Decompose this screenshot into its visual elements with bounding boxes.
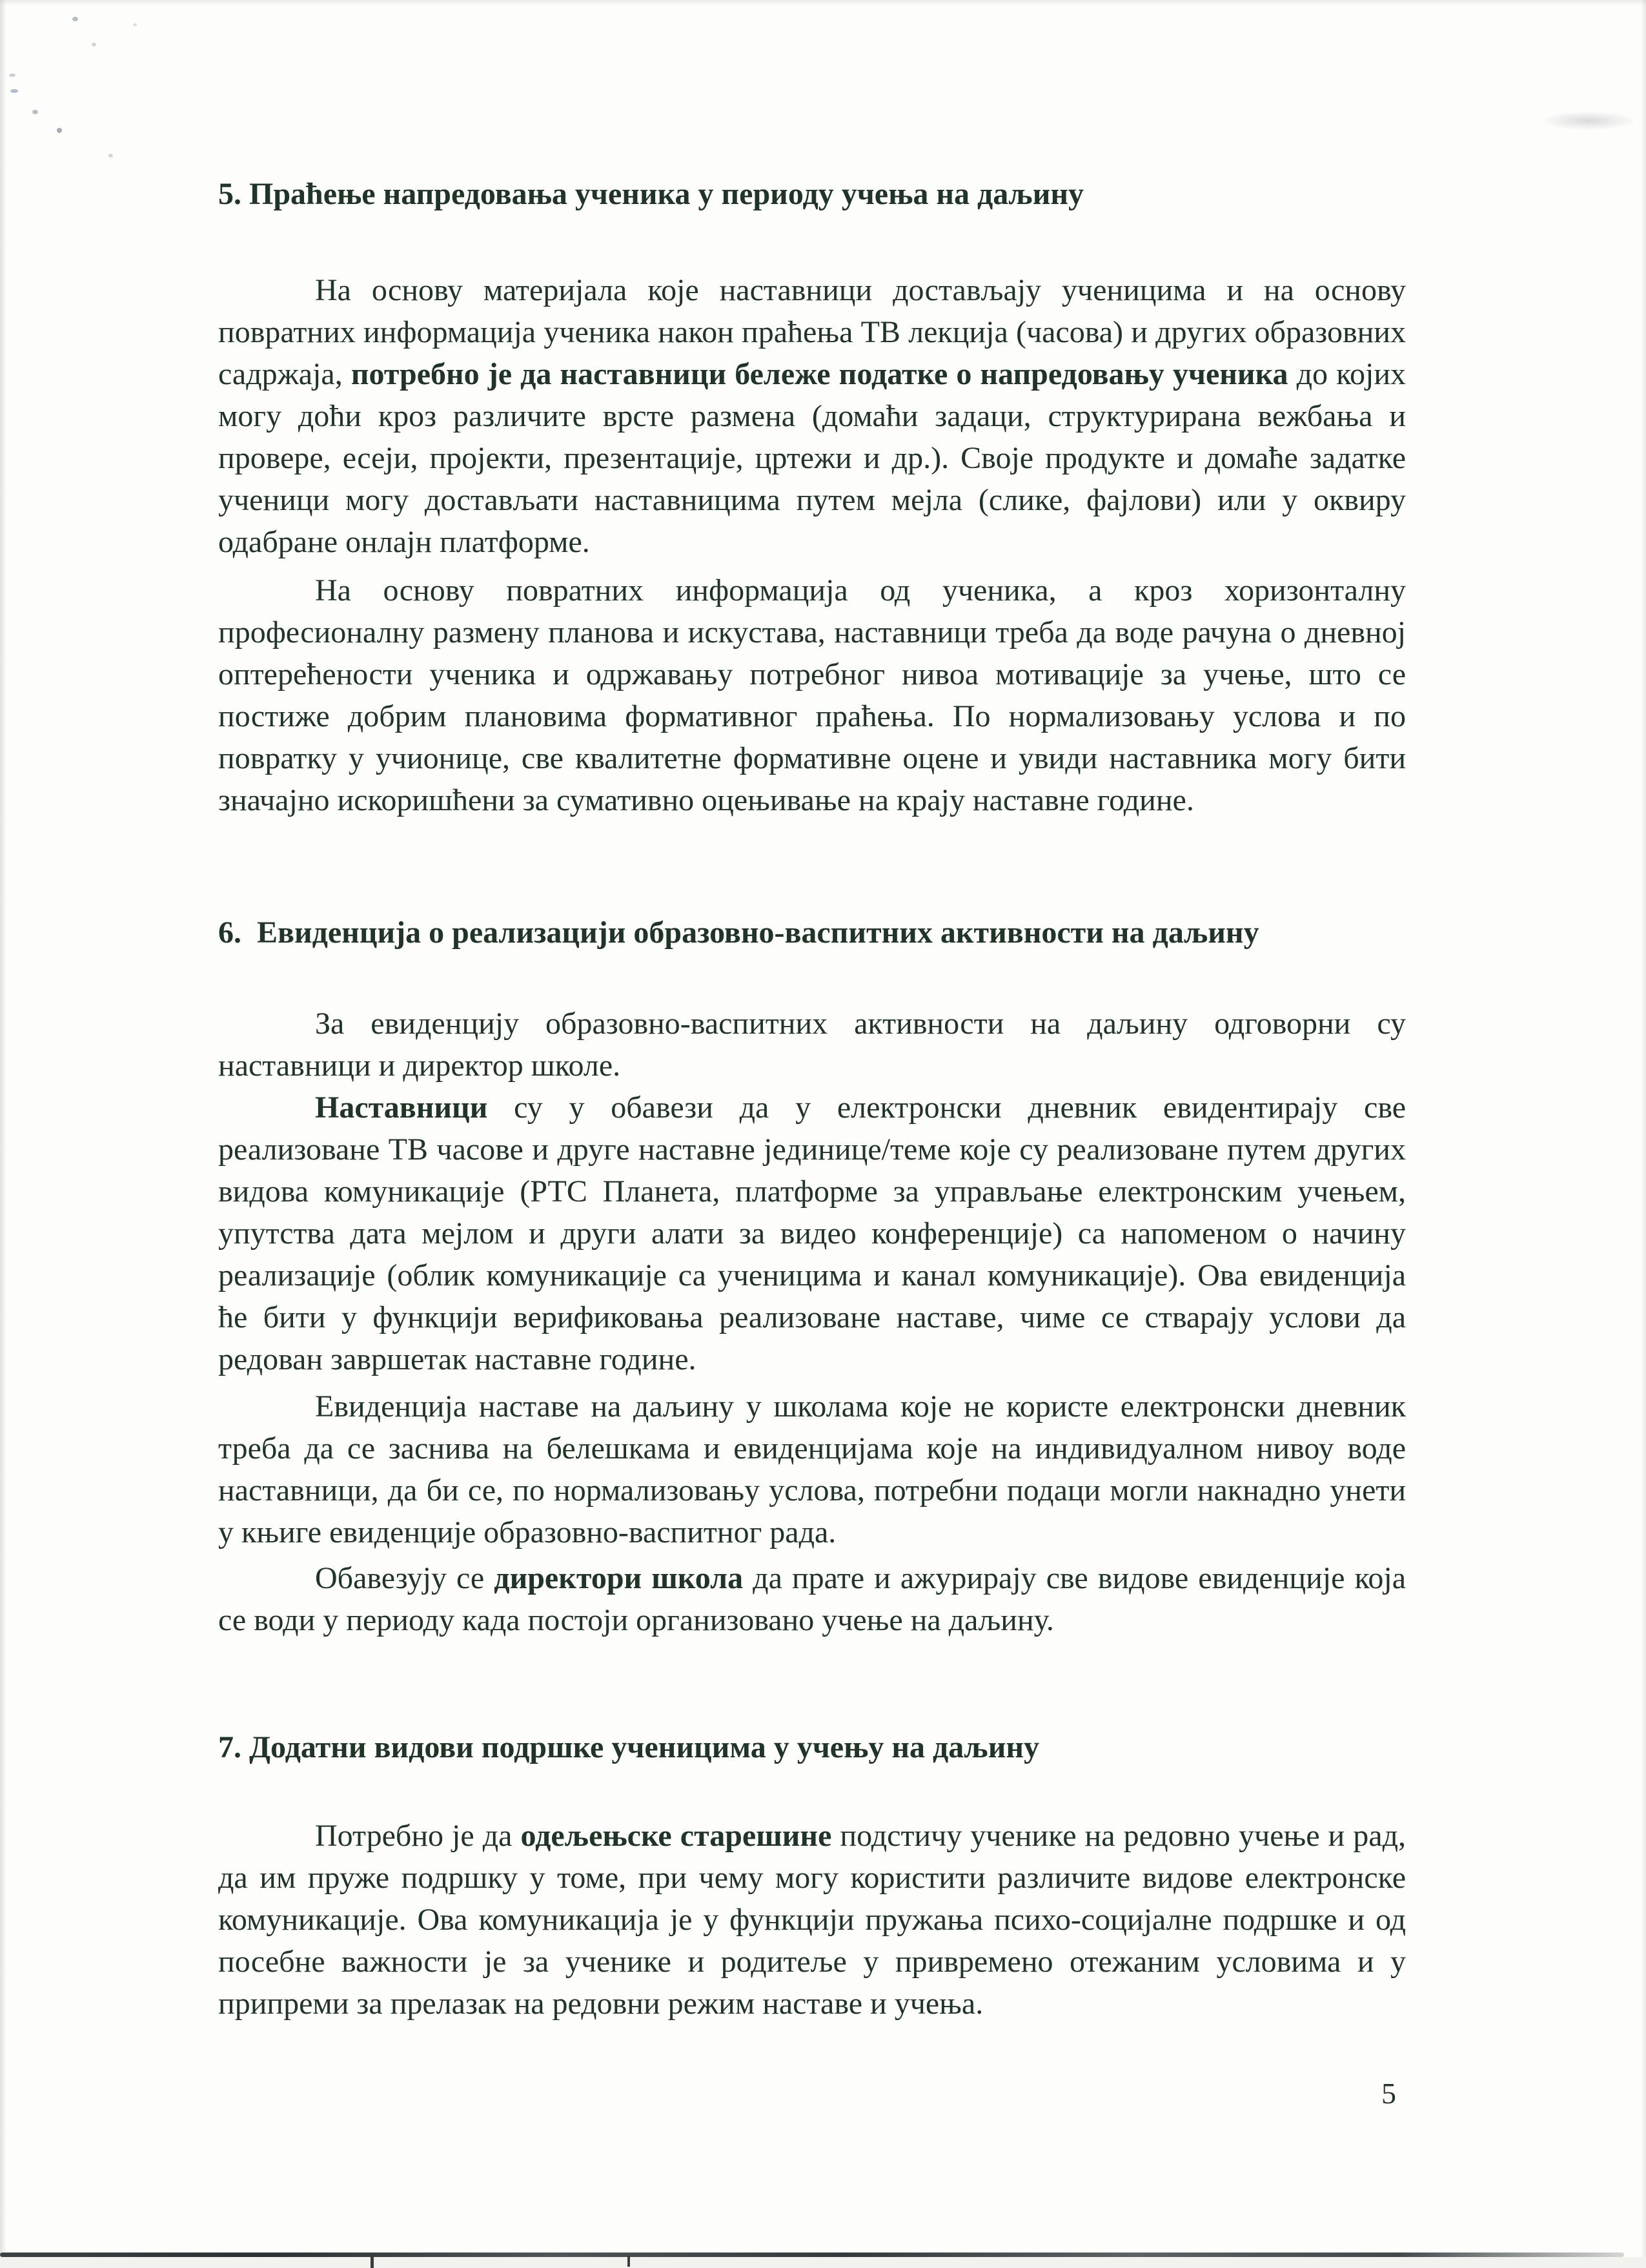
scan-tick <box>371 2256 374 2268</box>
scan-speck <box>133 23 137 26</box>
scan-bottom-margin <box>0 2257 1646 2268</box>
paragraph-text: На основу материјала које наставници достављају ученицима и на основу повратних информација ученика након праћења ТВ лекција (часова) и других образовних садржаја, <box>218 273 1406 391</box>
scan-smudge <box>1540 111 1637 130</box>
scan-edge-shade-top <box>0 0 1646 5</box>
paragraph-text: су у обавези да у електронски дневник евидентирају све реализоване ТВ часове и друге наставне јединице/теме које су реализоване путем других видова комуникације (РТС Планета, платформе за управљање електронским учењем, упутства дата мејлом и други алати за видео конференције) са напоменом о начину реализације (облик комуникације са ученицима и канал комуникације). Ова евиденција ће бити у функцији верификовања реализоване наставе, чиме се стварају услови да редован завршетак наставне године. <box>218 1090 1406 1376</box>
scan-speck <box>92 43 96 46</box>
section-heading-5: 5. Праћење напредовања ученика у периоду учења на даљину <box>218 177 1084 211</box>
scan-edge-shade-right <box>1641 0 1646 2268</box>
scan-speck <box>10 89 18 93</box>
paragraph <box>218 1385 1406 1553</box>
paragraph-text: до којих могу доћи кроз различите врсте размена (домаћи задаци, структурирана вежбања и провере, есеји, пројекти, презентације, цртежи и др.). Своје продукте и домаће задатке ученици могу достављати наставницима путем мејла (слике, фајлови) или у оквиру одабране онлајн платформе. <box>218 357 1407 559</box>
scan-speck <box>32 110 38 114</box>
section-heading-6: 6. Евиденција о реализацији образовно-васпитних активности на даљину <box>218 915 1259 950</box>
paragraph <box>218 1003 1406 1087</box>
bold-emphasis: потребно је да наставници бележе податке о напредовању ученика <box>351 357 1288 391</box>
scan-tick <box>627 2256 630 2267</box>
scan-speck <box>108 154 113 158</box>
paragraph <box>218 1815 1406 2025</box>
scan-bottom-line <box>0 2253 1624 2257</box>
scan-speck <box>57 128 62 133</box>
paragraph-text: да прате и ажурирају све видове евиденције која се води у периоду када постоји организовано учење на даљину. <box>218 1561 1406 1637</box>
paragraph-text: Потребно је да <box>315 1819 521 1853</box>
paragraph-text: Обавезују се <box>315 1561 494 1595</box>
paragraph-text: На основу повратних информација од ученика, а кроз хоризонталну професионалну размену планова и искустава, наставници треба да воде рачуна о дневној оптерећености ученика и одржавању потребног нивоа мотивације за учење, што се постиже добрим плановима формативног праћења. По нормализовању услова и по повратку у учионице, све квалитетне формативне оцене и увиди наставника могу бити значајно искоришћени за сумативно оцењивање на крају наставне године. <box>218 573 1406 817</box>
section-heading-7: 7. Додатни видови подршке ученицима у учењу на даљину <box>218 1730 1040 1764</box>
paragraph <box>218 1087 1406 1380</box>
scan-speck <box>9 74 15 77</box>
bold-emphasis: одељењске старешине <box>520 1819 832 1853</box>
paragraph <box>218 569 1406 821</box>
paragraph-text: За евиденцију образовно-васпитних активности на даљину одговорни су наставници и директор школе. <box>218 1006 1406 1083</box>
page-number: 5 <box>1381 2077 1396 2110</box>
paragraph-text: подстичу ученике на редовно учење и рад, да им пруже подршку у томе, при чему могу користити различите видове електронске комуникације. Ова комуникација је у функцији пружања психо-социјалне подршке и од посебне важности је за ученике и родитеље у привремено отежаним условима и у припреми за прелазак на редовни режим наставе и учења. <box>218 1819 1406 2021</box>
scan-speck <box>72 17 78 21</box>
paragraph-text: Евиденција наставе на даљину у школама које не користе електронски дневник треба да се заснива на белешкама и евиденцијама које на индивидуалном нивоу воде наставници, да би се, по нормализовању услова, потребни подаци могли накнадно унети у књиге евиденције образовно-васпитног рада. <box>218 1389 1406 1549</box>
bold-emphasis: директори школа <box>494 1561 744 1595</box>
paragraph <box>218 1557 1406 1641</box>
bold-emphasis: Наставници <box>315 1090 488 1125</box>
paragraph <box>218 269 1406 563</box>
scan-edge-shade-left <box>0 0 6 2268</box>
document-body <box>218 173 1406 2025</box>
